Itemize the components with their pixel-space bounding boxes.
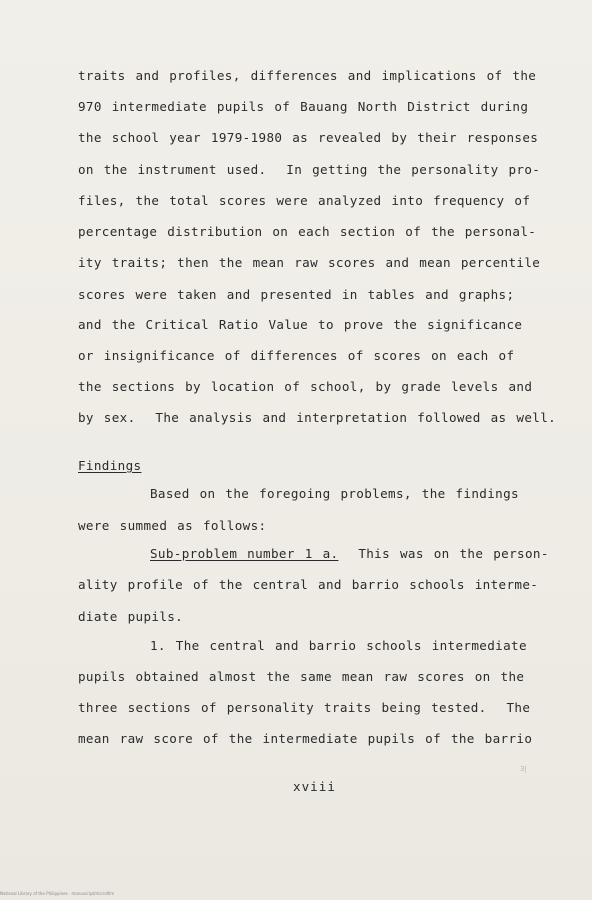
text-line: mean raw score of the intermediate pupils of the barrio — [78, 731, 533, 746]
text-line: ality profile of the central and barrio schools interme- — [78, 577, 539, 592]
text-line: percentage distribution on each section of the personal- — [78, 224, 537, 239]
margin-mark: 3| — [520, 765, 527, 773]
text-line: Based on the foregoing problems, the findings — [150, 486, 519, 501]
text-line: the sections by location of school, by grade levels and — [78, 379, 533, 394]
text-line: 1. The central and barrio schools intermediate — [150, 638, 527, 653]
text-line: scores were taken and presented in tables and graphs; — [78, 287, 515, 302]
subproblem-line — [150, 546, 549, 562]
text-line: 970 intermediate pupils of Bauang North District during — [78, 99, 529, 114]
text-line: and the Critical Ratio Value to prove the significance — [78, 317, 523, 332]
text-line: on the instrument used. In getting the personality pro- — [78, 162, 541, 177]
text-line: were summed as follows: — [78, 518, 267, 533]
text-line: traits and profiles, differences and implications of the — [78, 68, 537, 83]
text-line: or insignificance of differences of scores on each of — [78, 348, 515, 363]
footer-text: National Library of the Philippines · manuscript/microfilm — [0, 891, 115, 896]
text-line: three sections of personality traits being tested. The — [78, 700, 531, 715]
text-line: the school year 1979-1980 as revealed by their responses — [78, 130, 539, 145]
text-line: pupils obtained almost the same mean raw scores on the — [78, 669, 525, 684]
subproblem-text: This was on the person- — [338, 546, 549, 561]
subproblem-label: Sub-problem number 1 a. — [150, 546, 339, 561]
page-number: xviii — [293, 779, 336, 794]
findings-heading: Findings — [78, 458, 142, 473]
text-line: files, the total scores were analyzed into frequency of — [78, 193, 531, 208]
text-line: ity traits; then the mean raw scores and mean percentile — [78, 255, 541, 270]
text-line: by sex. The analysis and interpretation followed as well. — [78, 410, 557, 425]
text-line: diate pupils. — [78, 609, 184, 624]
